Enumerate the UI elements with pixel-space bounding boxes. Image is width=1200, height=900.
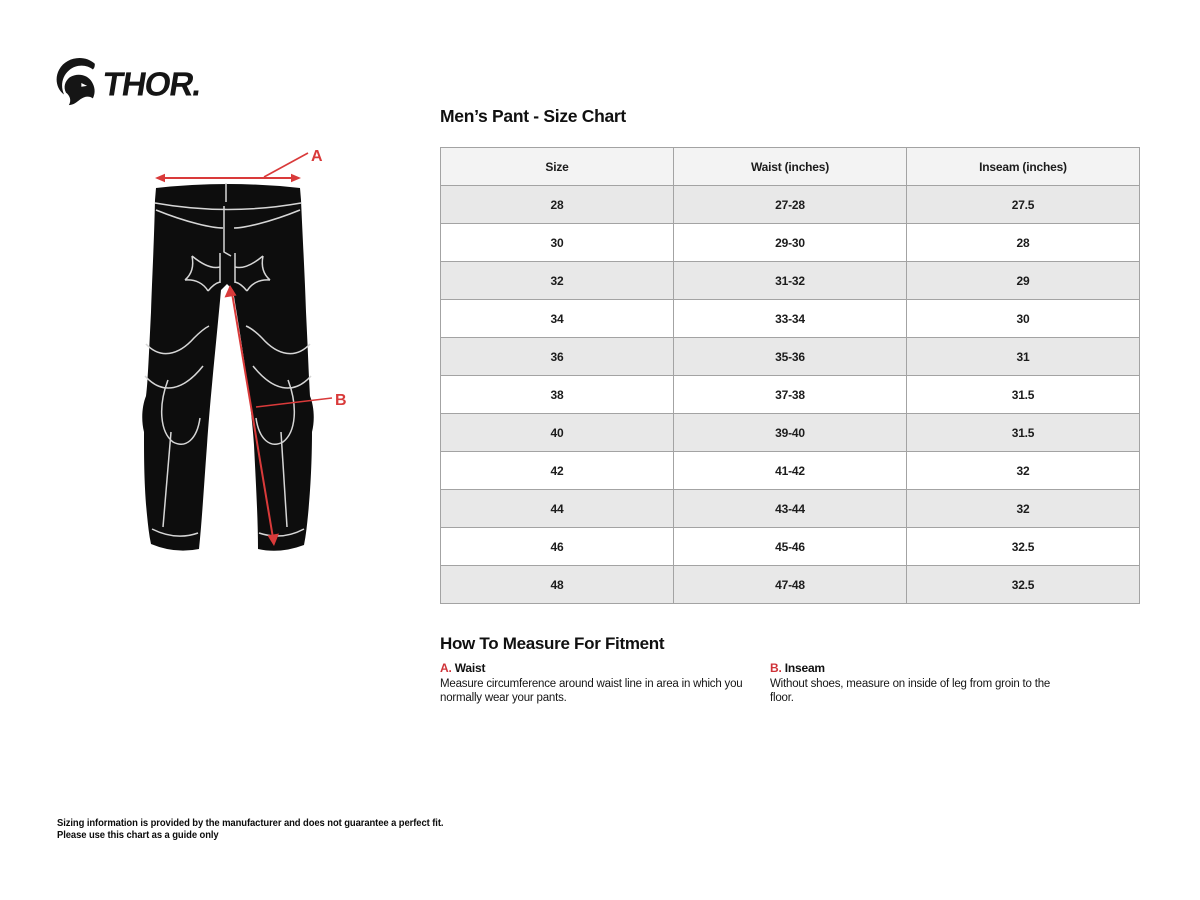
table-cell: 44 <box>441 490 674 528</box>
table-cell: 48 <box>441 566 674 604</box>
table-cell: 35-36 <box>674 338 907 376</box>
measure-description-inseam: Without shoes, measure on inside of leg from groin to the floor. <box>770 678 1051 704</box>
pants-diagram <box>118 140 362 584</box>
table-cell: 37-38 <box>674 376 907 414</box>
table-cell: 46 <box>441 528 674 566</box>
measure-name-waist: Waist <box>454 661 486 675</box>
measure-label-inseam <box>770 661 1070 675</box>
table-cell: 38 <box>441 376 674 414</box>
table-cell: 30 <box>907 300 1140 338</box>
table-cell: 39-40 <box>674 414 907 452</box>
table-cell: 32 <box>907 452 1140 490</box>
table-cell: 29 <box>907 262 1140 300</box>
thor-wordmark: THOR. <box>99 65 200 104</box>
table-row <box>441 300 1140 338</box>
measure-key-b: B. <box>770 661 782 675</box>
header-row <box>441 148 1140 186</box>
table-row <box>441 376 1140 414</box>
disclaimer-line-1: Sizing information is provided by the manufacturer and does not guarantee a perfect fit. <box>57 817 444 829</box>
table-cell: 31.5 <box>907 414 1140 452</box>
measure-item-waist <box>440 661 752 705</box>
table-cell: 29-30 <box>674 224 907 262</box>
size-chart-header <box>441 148 1140 186</box>
page-title: Men’s Pant - Size Chart <box>440 106 626 126</box>
pants-silhouette <box>142 184 313 551</box>
table-cell: 36 <box>441 338 674 376</box>
table-cell: 28 <box>907 224 1140 262</box>
size-chart <box>440 147 1140 604</box>
table-cell: 33-34 <box>674 300 907 338</box>
table-cell: 45-46 <box>674 528 907 566</box>
table-cell: 47-48 <box>674 566 907 604</box>
table-cell: 40 <box>441 414 674 452</box>
table-cell: 32.5 <box>907 566 1140 604</box>
table-cell: 27.5 <box>907 186 1140 224</box>
measure-description-waist: Measure circumference around waist line in area in which you normally wear your pants. <box>440 678 743 704</box>
measure-label-waist <box>440 661 752 675</box>
table-cell: 32 <box>441 262 674 300</box>
thor-ram-head-icon <box>55 57 200 107</box>
column-header-inseam: Inseam (inches) <box>907 148 1140 186</box>
measure-name-inseam: Inseam <box>784 661 825 675</box>
table-row <box>441 528 1140 566</box>
table-row <box>441 490 1140 528</box>
table-cell: 43-44 <box>674 490 907 528</box>
size-chart-table <box>440 147 1140 604</box>
waist-label-a: A <box>311 148 323 165</box>
table-row <box>441 262 1140 300</box>
table-cell: 34 <box>441 300 674 338</box>
measure-key-a: A. <box>440 661 452 675</box>
table-row <box>441 452 1140 490</box>
table-cell: 30 <box>441 224 674 262</box>
table-row <box>441 338 1140 376</box>
column-header-size: Size <box>441 148 674 186</box>
how-to-measure-heading: How To Measure For Fitment <box>440 634 665 653</box>
thor-logo <box>55 57 200 107</box>
table-cell: 27-28 <box>674 186 907 224</box>
table-cell: 31-32 <box>674 262 907 300</box>
table-row <box>441 186 1140 224</box>
table-cell: 31.5 <box>907 376 1140 414</box>
table-cell: 41-42 <box>674 452 907 490</box>
table-cell: 28 <box>441 186 674 224</box>
table-cell: 32 <box>907 490 1140 528</box>
disclaimer <box>57 818 443 841</box>
table-row <box>441 414 1140 452</box>
size-chart-body <box>441 186 1140 604</box>
table-row <box>441 566 1140 604</box>
table-row <box>441 224 1140 262</box>
table-cell: 31 <box>907 338 1140 376</box>
measure-item-inseam <box>770 661 1070 705</box>
inseam-label-b: B <box>335 392 347 409</box>
table-cell: 42 <box>441 452 674 490</box>
table-cell: 32.5 <box>907 528 1140 566</box>
disclaimer-line-2: Please use this chart as a guide only <box>57 828 219 841</box>
column-header-waist: Waist (inches) <box>674 148 907 186</box>
